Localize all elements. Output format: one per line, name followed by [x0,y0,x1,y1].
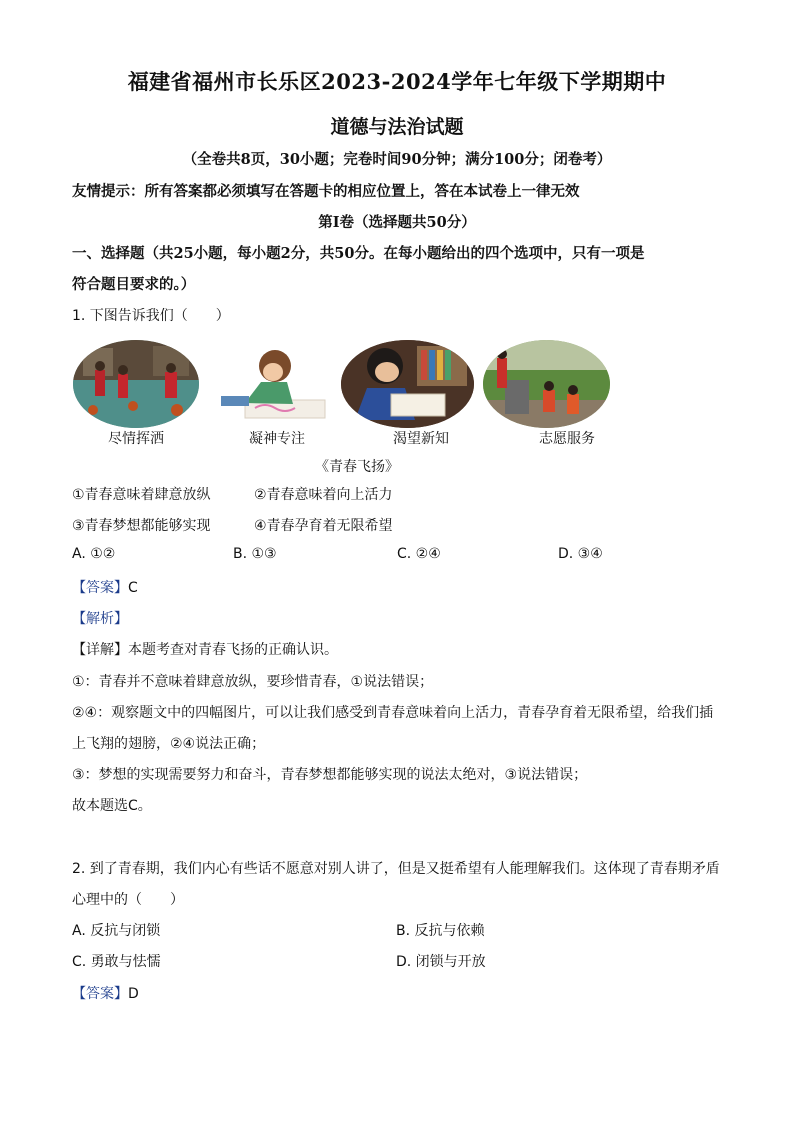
q2-stem-line1: 2. 到了青春期，我们内心有些话不愿意对别人讲了，但是又挺希望有人能理解我们。这体现了青春期矛盾 [72,861,720,877]
q1-stem: 1. 下图告诉我们（ ） [72,308,230,324]
q1-analysis-label: 【解析】 [72,611,128,627]
q1-option-c: C. ②④ [397,546,441,562]
statement-3: ③青春梦想都能够实现 [72,518,211,534]
section-heading-line1: 一、选择题（共25小题，每小题2分，共50分。在每小题给出的四个选项中，只有一项是 [72,245,645,262]
exam-info: （全卷共8页，30小题；完卷时间90分钟；满分100分；闭卷考） [182,151,612,168]
volunteer-photo [483,340,610,428]
q2-option-b: B. 反抗与依赖 [396,923,485,939]
basketball-photo [73,340,199,428]
exam-subtitle: 道德与法治试题 [330,116,464,138]
q1-detail: 【详解】本题考查对青春飞扬的正确认识。 [72,642,338,658]
drawing-photo [215,348,327,428]
statement-2: ②青春意味着向上活力 [254,487,393,503]
q2-option-d: D. 闭锁与开放 [396,954,486,970]
q1-conclusion: 故本题选C。 [72,798,152,814]
statement-4: ④青春孕育着无限希望 [254,518,393,534]
statement-1: ①青春意味着肆意放纵 [72,487,211,503]
q1-explain-3: ③：梦想的实现需要努力和奋斗，青春梦想都能够实现的说法太绝对，③说法错误； [72,767,588,783]
q1-option-a: A. ①② [72,546,116,562]
reading-photo [341,340,474,428]
q1-answer: 【答案】C [72,580,138,596]
section-heading-line2: 符合题目要求的。） [72,276,196,293]
q1-explain-2a: ②④：观察题文中的四幅图片，可以让我们感受到青春意味着向上活力，青春孕育着无限希望，给我们插 [72,705,714,721]
q2-option-a: A. 反抗与闭锁 [72,923,161,939]
q2-stem-line2: 心理中的（ ） [72,892,184,908]
exam-title: 福建省福州市长乐区2023-2024学年七年级下学期期中 [127,69,667,94]
q1-option-d: D. ③④ [558,546,603,562]
q1-option-b: B. ①③ [233,546,277,562]
q1-explain-1: ①：青春并不意味着肆意放纵，要珍惜青春，①说法错误； [72,674,434,690]
caption-3: 渴望新知 [393,431,449,447]
image-title: 《青春飞扬》 [315,459,399,475]
part-heading: 第Ⅰ卷（选择题共50分） [318,214,476,231]
friendly-tip: 友情提示：所有答案都必须填写在答题卡的相应位置上，答在本试卷上一律无效 [72,183,580,200]
caption-2: 凝神专注 [249,431,305,447]
caption-4: 志愿服务 [539,431,595,447]
caption-1: 尽情挥洒 [108,431,164,447]
q2-answer: 【答案】D [72,986,139,1002]
q2-option-c: C. 勇敢与怯懦 [72,954,161,970]
q1-explain-2b: 上飞翔的翅膀，②④说法正确； [72,736,266,752]
